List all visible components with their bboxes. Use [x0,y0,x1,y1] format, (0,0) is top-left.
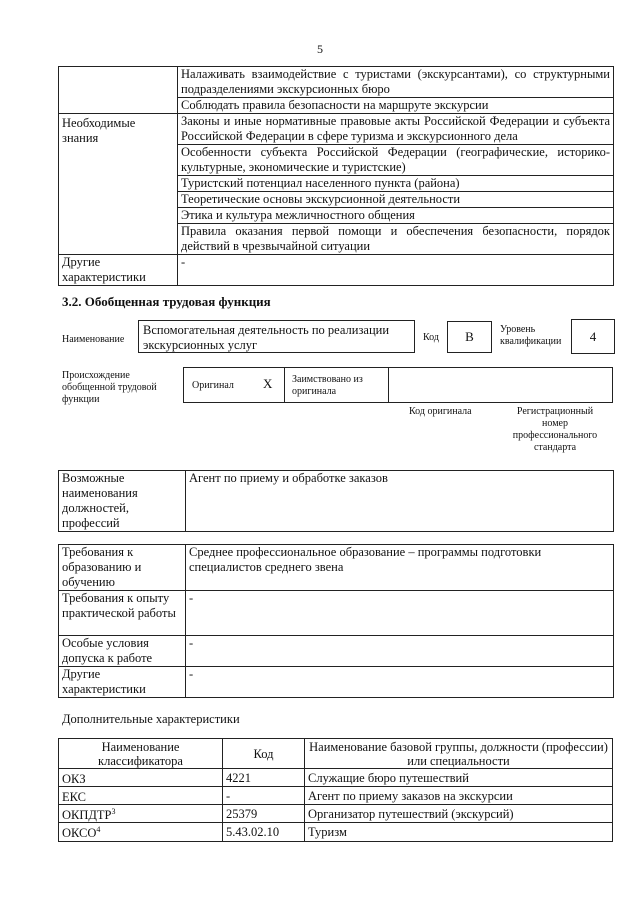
page-number: 5 [317,42,323,56]
positions-table [58,470,614,532]
blank-label-cell [59,67,178,114]
original-label: Оригинал [192,380,234,391]
knowledge-row: Правила оказания первой помощи и обеспечения безопасности, порядок действий в чрезвычайной ситуации [178,224,614,255]
code-original-label: Код оригинала [409,406,472,417]
requirement-label: Требования к образованию и обучению [59,545,186,591]
origin-divider [388,367,389,403]
classifier-name: ОКПДТР$^3$ [59,805,223,823]
knowledge-row: Законы и иные нормативные правовые акты Российской Федерации и субъекта Российской Федерации в сфере туризма и экскурсионного дела [178,114,614,145]
requirement-label: Требования к опыту практической работы [59,591,186,636]
requirement-value: Среднее профессиональное образование – программы подготовки специалистов среднего звена [186,545,614,591]
origin-divider [284,367,285,403]
requirement-value: - [186,667,614,698]
borrowed-label: Заимствовано из оригинала [292,374,363,397]
skill-row: Налаживать взаимодействие с туристами (экскурсантами), со структурными подразделениями экскурсионных бюро [178,67,614,98]
origin-box [183,367,613,403]
code-value: B [447,321,492,353]
knowledge-table [58,66,614,286]
requirement-label: Другие характеристики [59,667,186,698]
classifier-code: 5.43.02.10 [223,823,305,841]
requirement-value: - [186,636,614,667]
classifier-desc: Организатор путешествий (экскурсий) [305,805,613,823]
naming-label: Наименование [62,334,125,345]
classifier-code: 25379 [223,805,305,823]
classifier-name: ОКЗ [59,769,223,787]
positions-value: Агент по приему и обработке заказов [186,471,614,532]
naming-value: Вспомогательная деятельность по реализации экскурсионных услуг [138,320,415,353]
origin-label: Происхождение обобщенной трудовой функции [62,370,157,405]
classifier-desc: Туризм [305,823,613,841]
additional-title: Дополнительные характеристики [62,712,240,726]
code-label: Код [423,332,439,343]
classifier-header: Код [223,739,305,769]
classifier-code: - [223,787,305,805]
requirement-label: Особые условия допуска к работе [59,636,186,667]
knowledge-row: Туристский потенциал населенного пункта (района) [178,176,614,192]
classifier-header: Наименование базовой группы, должности (профессии) или специальности [305,739,613,769]
other-characteristics-value: - [178,255,614,286]
classifier-desc: Агент по приему заказов на экскурсии [305,787,613,805]
knowledge-row: Этика и культура межличностного общения [178,208,614,224]
original-mark: X [263,376,273,391]
classifier-desc: Служащие бюро путешествий [305,769,613,787]
level-label: Уровень квалификации [500,324,562,347]
requirement-value: - [186,591,614,636]
section-title: 3.2. Обобщенная трудовая функция [62,294,271,309]
knowledge-row: Особенности субъекта Российской Федерации (географические, историко-культурные, экономические и туристские) [178,145,614,176]
level-value: 4 [571,319,615,354]
classifier-header: Наименование классификатора [59,739,223,769]
classifier-table [58,738,613,842]
knowledge-row: Теоретические основы экскурсионной деятельности [178,192,614,208]
requirements-table [58,544,614,698]
skill-row: Соблюдать правила безопасности на маршруте экскурсии [178,98,614,114]
reg-number-label: Регистрационный номер профессионального стандарта [512,406,598,453]
classifier-name: ЕКС [59,787,223,805]
other-characteristics-label: Другие характеристики [59,255,178,286]
knowledge-label: Необходимые знания [59,114,178,255]
classifier-code: 4221 [223,769,305,787]
classifier-name: ОКСО$^4$ [59,823,223,841]
positions-label: Возможные наименования должностей, профессий [59,471,186,532]
